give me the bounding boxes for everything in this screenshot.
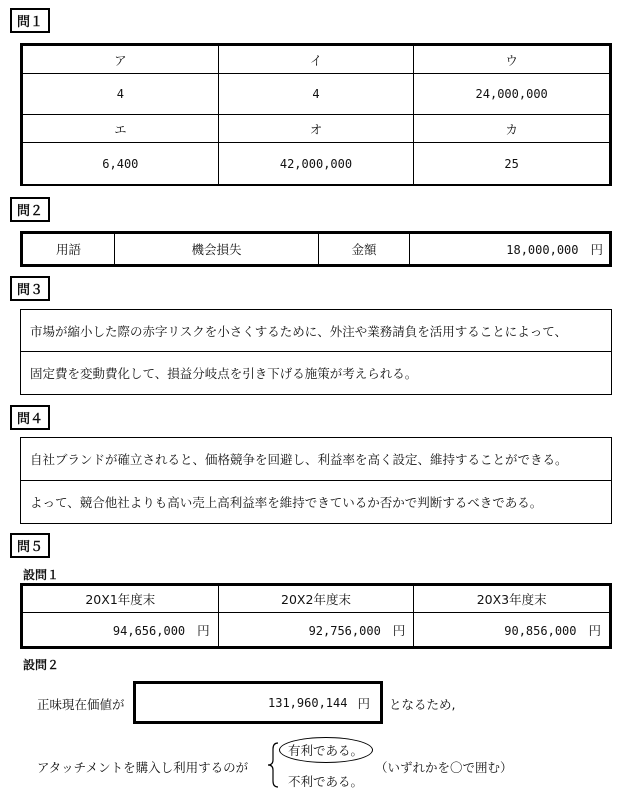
q5-value-20x3: 90,856,000 bbox=[504, 623, 577, 638]
q1-header-i: イ bbox=[218, 46, 414, 74]
npv-value: 131,960,144 bbox=[268, 695, 348, 710]
conclusion-prefix: アタッチメントを購入し利用するのが bbox=[37, 760, 249, 775]
q5-sub1-table-frame bbox=[20, 583, 612, 649]
q5-label: 問５ bbox=[10, 533, 50, 558]
q5-header-20x3: 20X3年度末 bbox=[414, 586, 610, 613]
q5-value-cell-20x3 bbox=[414, 613, 610, 647]
q2-row bbox=[23, 234, 610, 265]
q1-value-i: 4 bbox=[218, 74, 414, 115]
q1-header-e: エ bbox=[23, 115, 219, 143]
q4-line-2: よって、競合他社よりも高い売上高利益率を維持できているか否かで判断するべきである。 bbox=[30, 494, 543, 510]
q5-value-unit-20x1: 円 bbox=[197, 622, 210, 638]
option-brace bbox=[266, 741, 280, 789]
q4-answer-box bbox=[20, 437, 612, 524]
q1-header-u: ウ bbox=[414, 46, 610, 74]
circle-instruction: （いずれかを〇で囲む） bbox=[375, 760, 513, 775]
q5-value-20x2: 92,756,000 bbox=[308, 623, 381, 638]
q1-header-row-1 bbox=[23, 46, 610, 74]
q2-amount-value: 18,000,000 bbox=[506, 243, 579, 257]
q1-value-a: 4 bbox=[23, 74, 219, 115]
q1-value-o: 42,000,000 bbox=[218, 143, 414, 185]
q2-amount-cell bbox=[410, 234, 610, 265]
q1-header-ka: カ bbox=[414, 115, 610, 143]
q3-line-1: 市場が縮小した際の赤字リスクを小さくするために、外注や業務請負を活用することによって、 bbox=[21, 310, 611, 352]
q3-label: 問３ bbox=[10, 276, 50, 301]
q2-term-label: 用語 bbox=[23, 234, 115, 265]
q5-value-cell-20x2 bbox=[218, 613, 414, 647]
q1-value-ka: 25 bbox=[414, 143, 610, 185]
npv-answer-box bbox=[133, 681, 383, 724]
q4-line-1: 自社ブランドが確立されると、価格競争を回避し、利益率を高く設定、維持することができる。 bbox=[21, 438, 611, 481]
q3-line-2: 固定費を変動費化して、損益分岐点を引き下げる施策が考えられる。 bbox=[30, 366, 418, 381]
q4-label: 問４ bbox=[10, 405, 50, 430]
q2-term-value: 機会損失 bbox=[115, 234, 319, 265]
q5-sub1-label: 設問１ bbox=[23, 568, 60, 582]
q5-value-unit-20x3: 円 bbox=[588, 622, 601, 638]
npv-unit: 円 bbox=[357, 695, 370, 711]
q1-table-frame bbox=[20, 43, 612, 186]
npv-suffix: となるため, bbox=[389, 697, 456, 712]
q5-sub2-label: 設問２ bbox=[23, 658, 60, 672]
q5-header-20x2: 20X2年度末 bbox=[218, 586, 414, 613]
q3-answer-box bbox=[20, 309, 612, 395]
q5-sub1-header-row bbox=[23, 586, 610, 613]
q5-value-cell-20x1 bbox=[23, 613, 219, 647]
q5-sub1-table bbox=[22, 585, 610, 647]
q1-value-e: 6,400 bbox=[23, 143, 219, 185]
q5-header-20x1: 20X1年度末 bbox=[23, 586, 219, 613]
q2-table-frame bbox=[20, 231, 612, 267]
npv-prefix: 正味現在価値が bbox=[37, 697, 125, 712]
q1-value-u: 24,000,000 bbox=[414, 74, 610, 115]
option-no[interactable]: 不利である。 bbox=[288, 774, 364, 789]
q1-header-o: オ bbox=[218, 115, 414, 143]
q5-value-unit-20x2: 円 bbox=[392, 622, 406, 638]
q1-value-row-1 bbox=[23, 74, 610, 115]
q5-value-20x1: 94,656,000 bbox=[112, 623, 186, 638]
q2-amount-label: 金額 bbox=[319, 234, 410, 265]
q1-value-row-2 bbox=[23, 143, 610, 185]
q2-amount-unit: 円 bbox=[590, 242, 603, 257]
q5-sub1-value-row bbox=[23, 613, 610, 647]
q2-table bbox=[22, 233, 610, 265]
option-yes[interactable]: 有利である。 bbox=[288, 743, 364, 758]
q1-header-row-2 bbox=[23, 115, 610, 143]
q1-label: 問１ bbox=[10, 8, 50, 33]
q1-table bbox=[22, 45, 610, 185]
q1-header-a: ア bbox=[23, 46, 219, 74]
q2-label: 問２ bbox=[10, 197, 50, 222]
